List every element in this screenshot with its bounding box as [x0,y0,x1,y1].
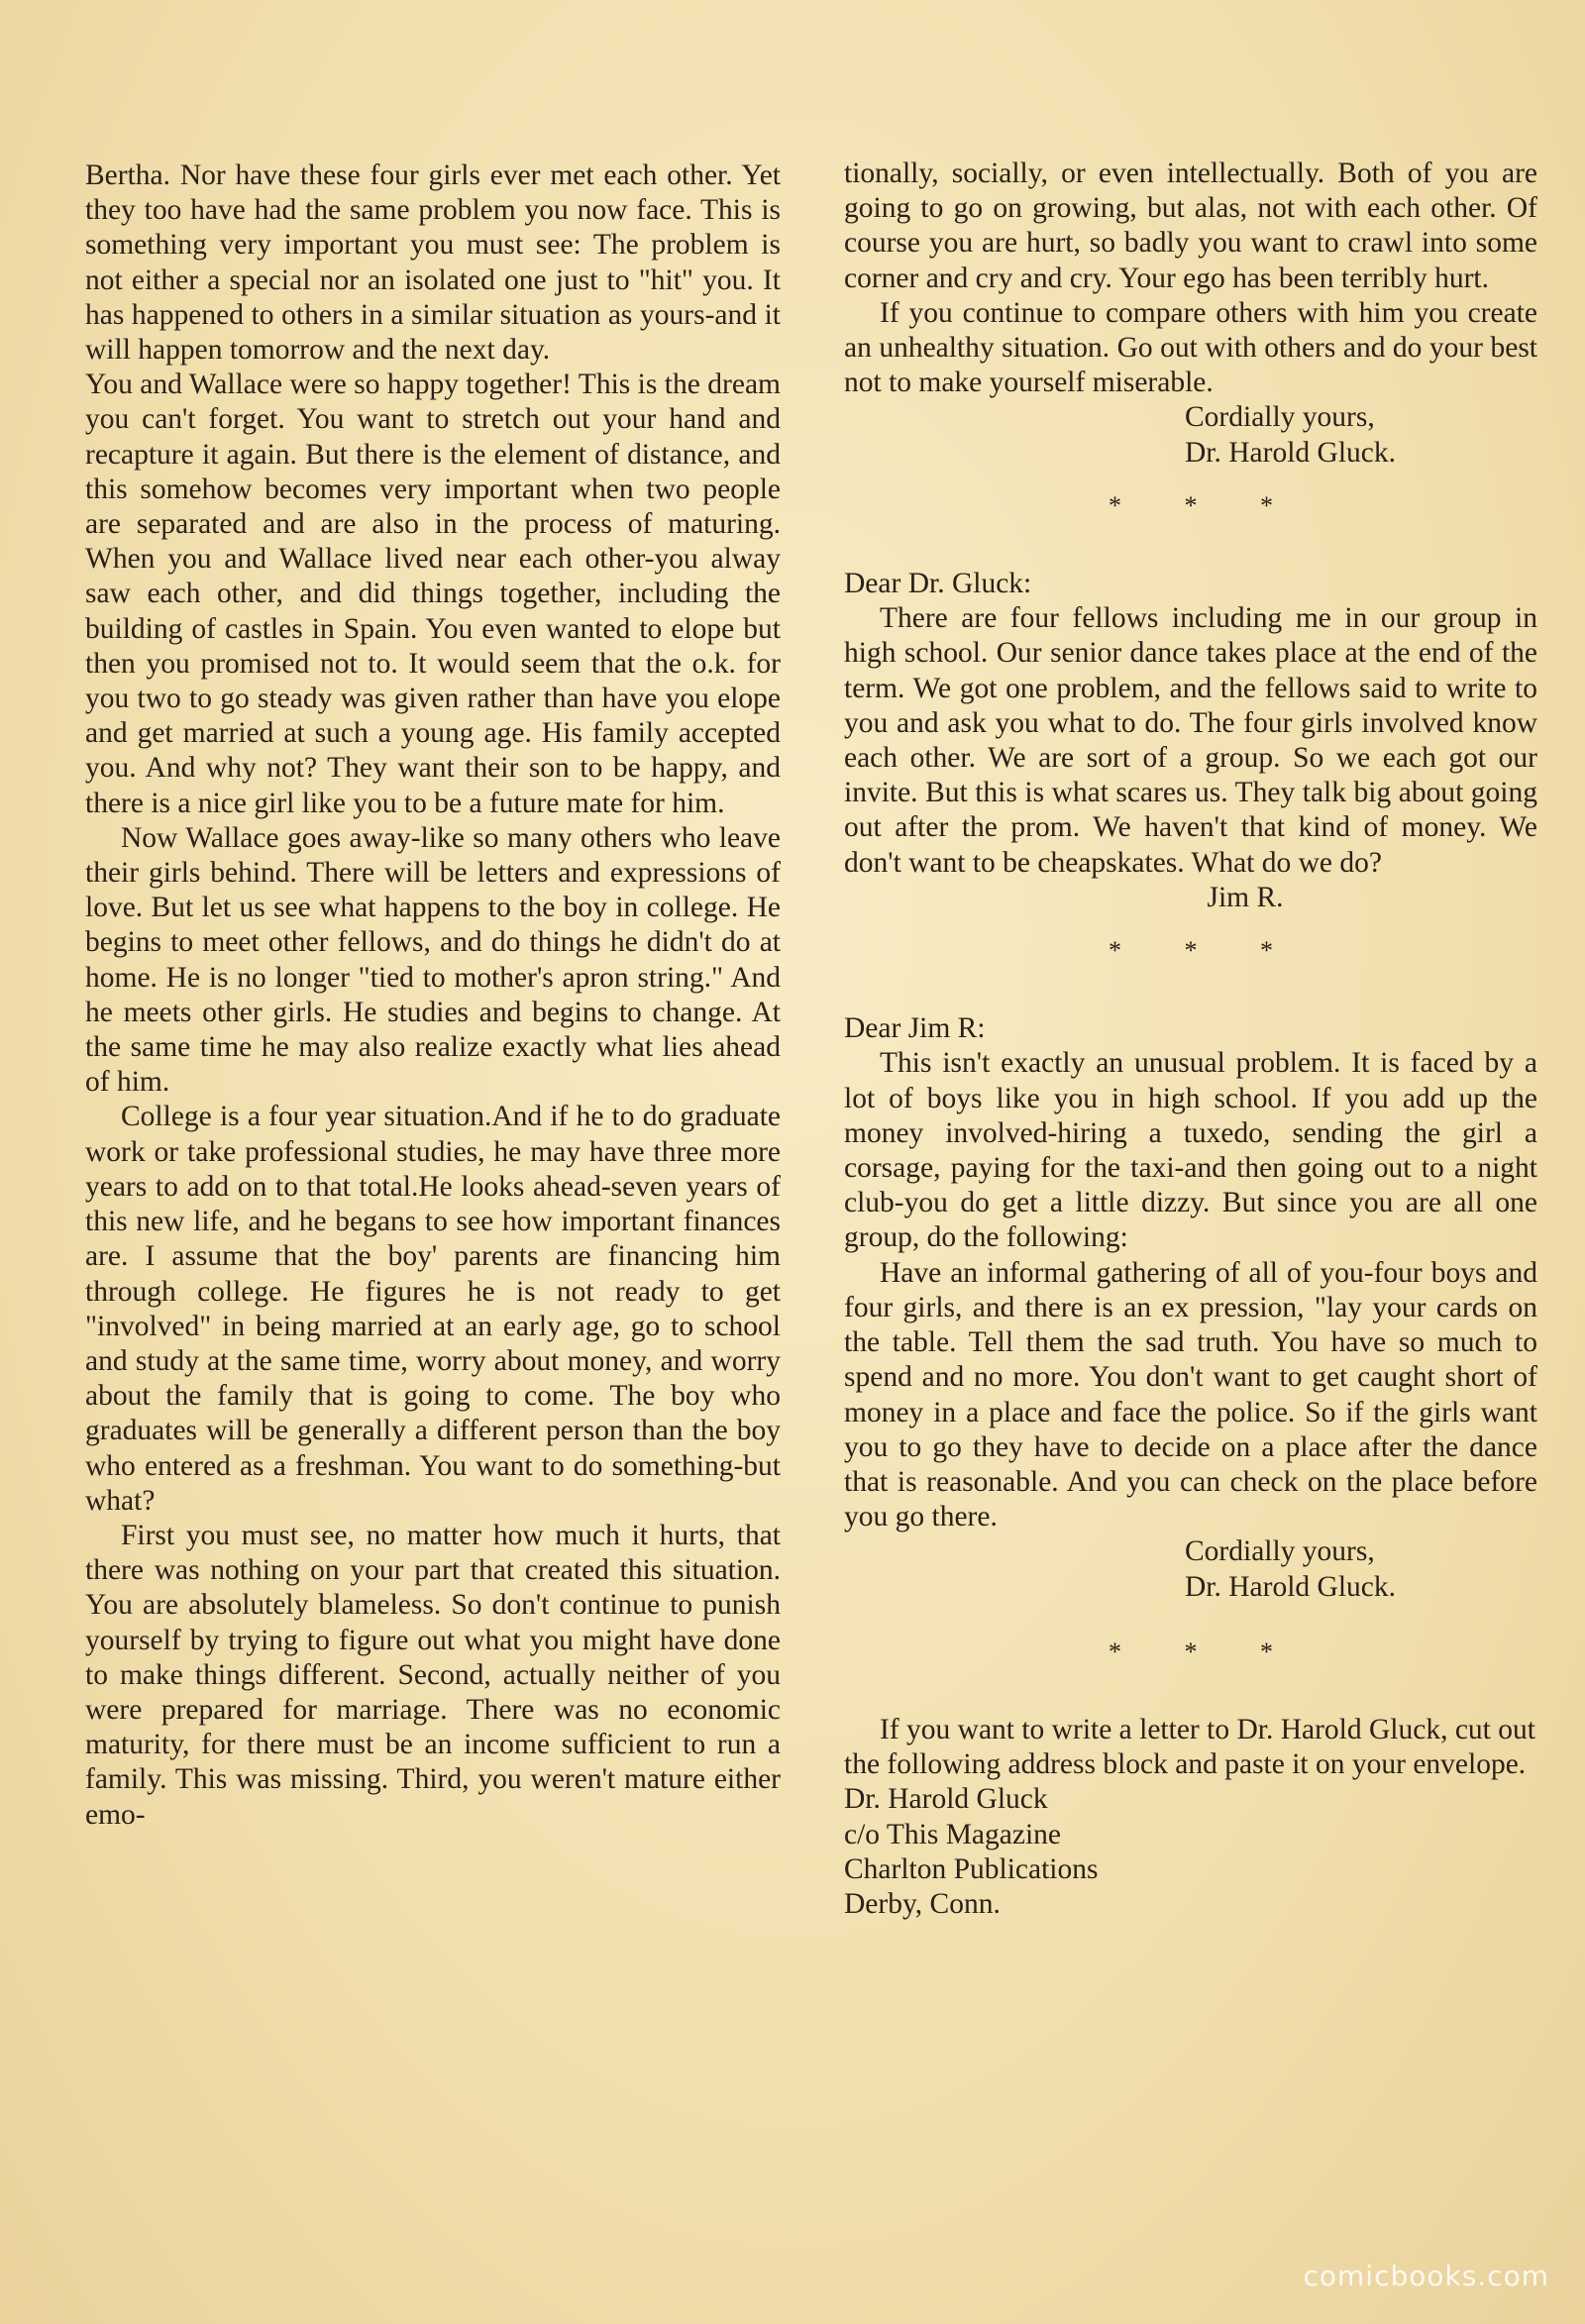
left-column [85,158,781,1833]
star-mark: * [1260,490,1273,520]
address-block [844,1713,1537,1922]
closing: Cordially yours, [1185,1535,1375,1568]
salutation: Dear Dr. Gluck: [844,568,1032,600]
address-intro: If you want to write a letter to Dr. Harold Gluck, cut out the following address block and paste it on your envelope. [844,1713,1535,1781]
star-mark: * [1109,490,1121,520]
address-line: Derby, Conn. [844,1887,1001,1920]
signature: Dr. Harold Gluck. [1185,1570,1397,1603]
right-column [844,157,1537,1922]
star-mark: * [1109,1637,1121,1666]
paragraph: There are four fellows including me in our group in high school. Our senior dance takes place at the end of the term. We got one problem, and the fellows said to write to you and ask you what to do. The four girls involved know each other. We are sort of a group. So we each got our invite. But this is what scares us. They talk big about going out after the prom. We haven't that kind of money. We don't want to be cheapskates. What do we do? [844,602,1537,879]
paragraph: Bertha. Nor have these four girls ever met each other. Yet they too have had the same problem you now face. This is something very important you must see: The problem is not either a special nor an isolated one just to "hit" you. It has happened to others in a similar situation as yours-and it will happen tomorrow and the next day. [85,159,781,367]
star-mark: * [1184,936,1198,966]
closing: Cordially yours, [1185,401,1375,434]
paragraph: College is a four year situation.And if he to do graduate work or take professional studies, he may have three more years to add on to that total.He looks ahead-seven years of this new life, and he begans to see how important finances are. I assume that the boy' parents are financing him through college. He figures he is not ready to get "involved" in being married at an early age, go to school and study at the same time, worry about money, and worry about the family that is going to come. The boy who graduates will be generally a different person than the boy who entered as a freshman. You want to do something-but what? [85,1101,781,1517]
paragraph: If you continue to compare others with him you create an unhealthy situation. Go out with others and do your best not to make yourself miserable. [844,296,1537,399]
address-line: Charlton Publications [844,1852,1099,1885]
signature: Dr. Harold Gluck. [1185,436,1397,469]
address-line: c/o This Magazine [844,1818,1062,1850]
paragraph: Now Wallace goes away-like so many others who leave their girls behind. There will be letters and expressions of love. But let us see what happens to the boy in college. He begins to meet other fellows, and do things he didn't do at home. He is no longer "tied to mother's apron string." And he meets other girls. He studies and begins to change. At the same time he may also realize exactly what lies ahead of him. [85,821,781,1099]
signature: Jim R. [1207,881,1284,913]
star-mark: * [1260,936,1273,966]
paragraph: This isn't exactly an unusual problem. It is faced by a lot of boys like you in high school. If you add up the money involved-hiring a tuxedo, sending the girl a corsage, paying for the taxi-and then going out to a night club-you do get a little dizzy. But since you are all one group, do the following: [844,1047,1537,1254]
paragraph: First you must see, no matter how much it hurts, that there was nothing on your part that created this situation. You are absolutely blameless. So don't continue to punish yourself by trying to figure out what you might have done to make things different. Second, actually neither of you were prepared for marriage. There was no economic maturity, for there must be an income sufficient to run a family. This was missing. Third, you weren't mature either emo- [85,1519,781,1831]
paragraph: You and Wallace were so happy together! This is the dream you can't forget. You want to stretch out your hand and recapture it again. But there is the element of distance, and this somehow becomes very important when two people are separated and are also in the process of maturing. When you and Wallace lived near each other-you alway saw each other, and did things together, including the building of castles in Spain. You even wanted to elope but then you promised not to. It would seem that the o.k. for you two to go steady was given rather than have you elope and get married at such a young age. His family accepted you. And why not? They want their son to be happy, and there is a nice girl like you to be a future mate for him. [85,369,781,819]
section-divider [844,933,1537,968]
section-divider [844,1635,1537,1669]
section-divider [844,488,1537,523]
star-mark: * [1184,490,1198,520]
salutation: Dear Jim R: [844,1012,986,1045]
paragraph: tionally, socially, or even intellectually. Both of you are going to go on growing, but alas, not with each other. Of course you are hurt, so badly you want to crawl into some corner and cry and cry. Your ego has been terribly hurt. [844,158,1537,294]
address-line: Dr. Harold Gluck [844,1783,1048,1816]
star-mark: * [1184,1637,1198,1666]
star-mark: * [1109,936,1121,966]
star-mark: * [1260,1637,1273,1666]
watermark: comicbooks.com [1303,2260,1549,2292]
paragraph: Have an informal gathering of all of you-four boys and four girls, and there is an ex pression, "lay your cards on the table. Tell them the sad truth. You have so much to spend and no more. You don't want to get caught short of money in a place and face the police. So if the girls want you to go they have to decide on a place after the dance that is reasonable. And you can check on the place before you go there. [844,1256,1537,1533]
